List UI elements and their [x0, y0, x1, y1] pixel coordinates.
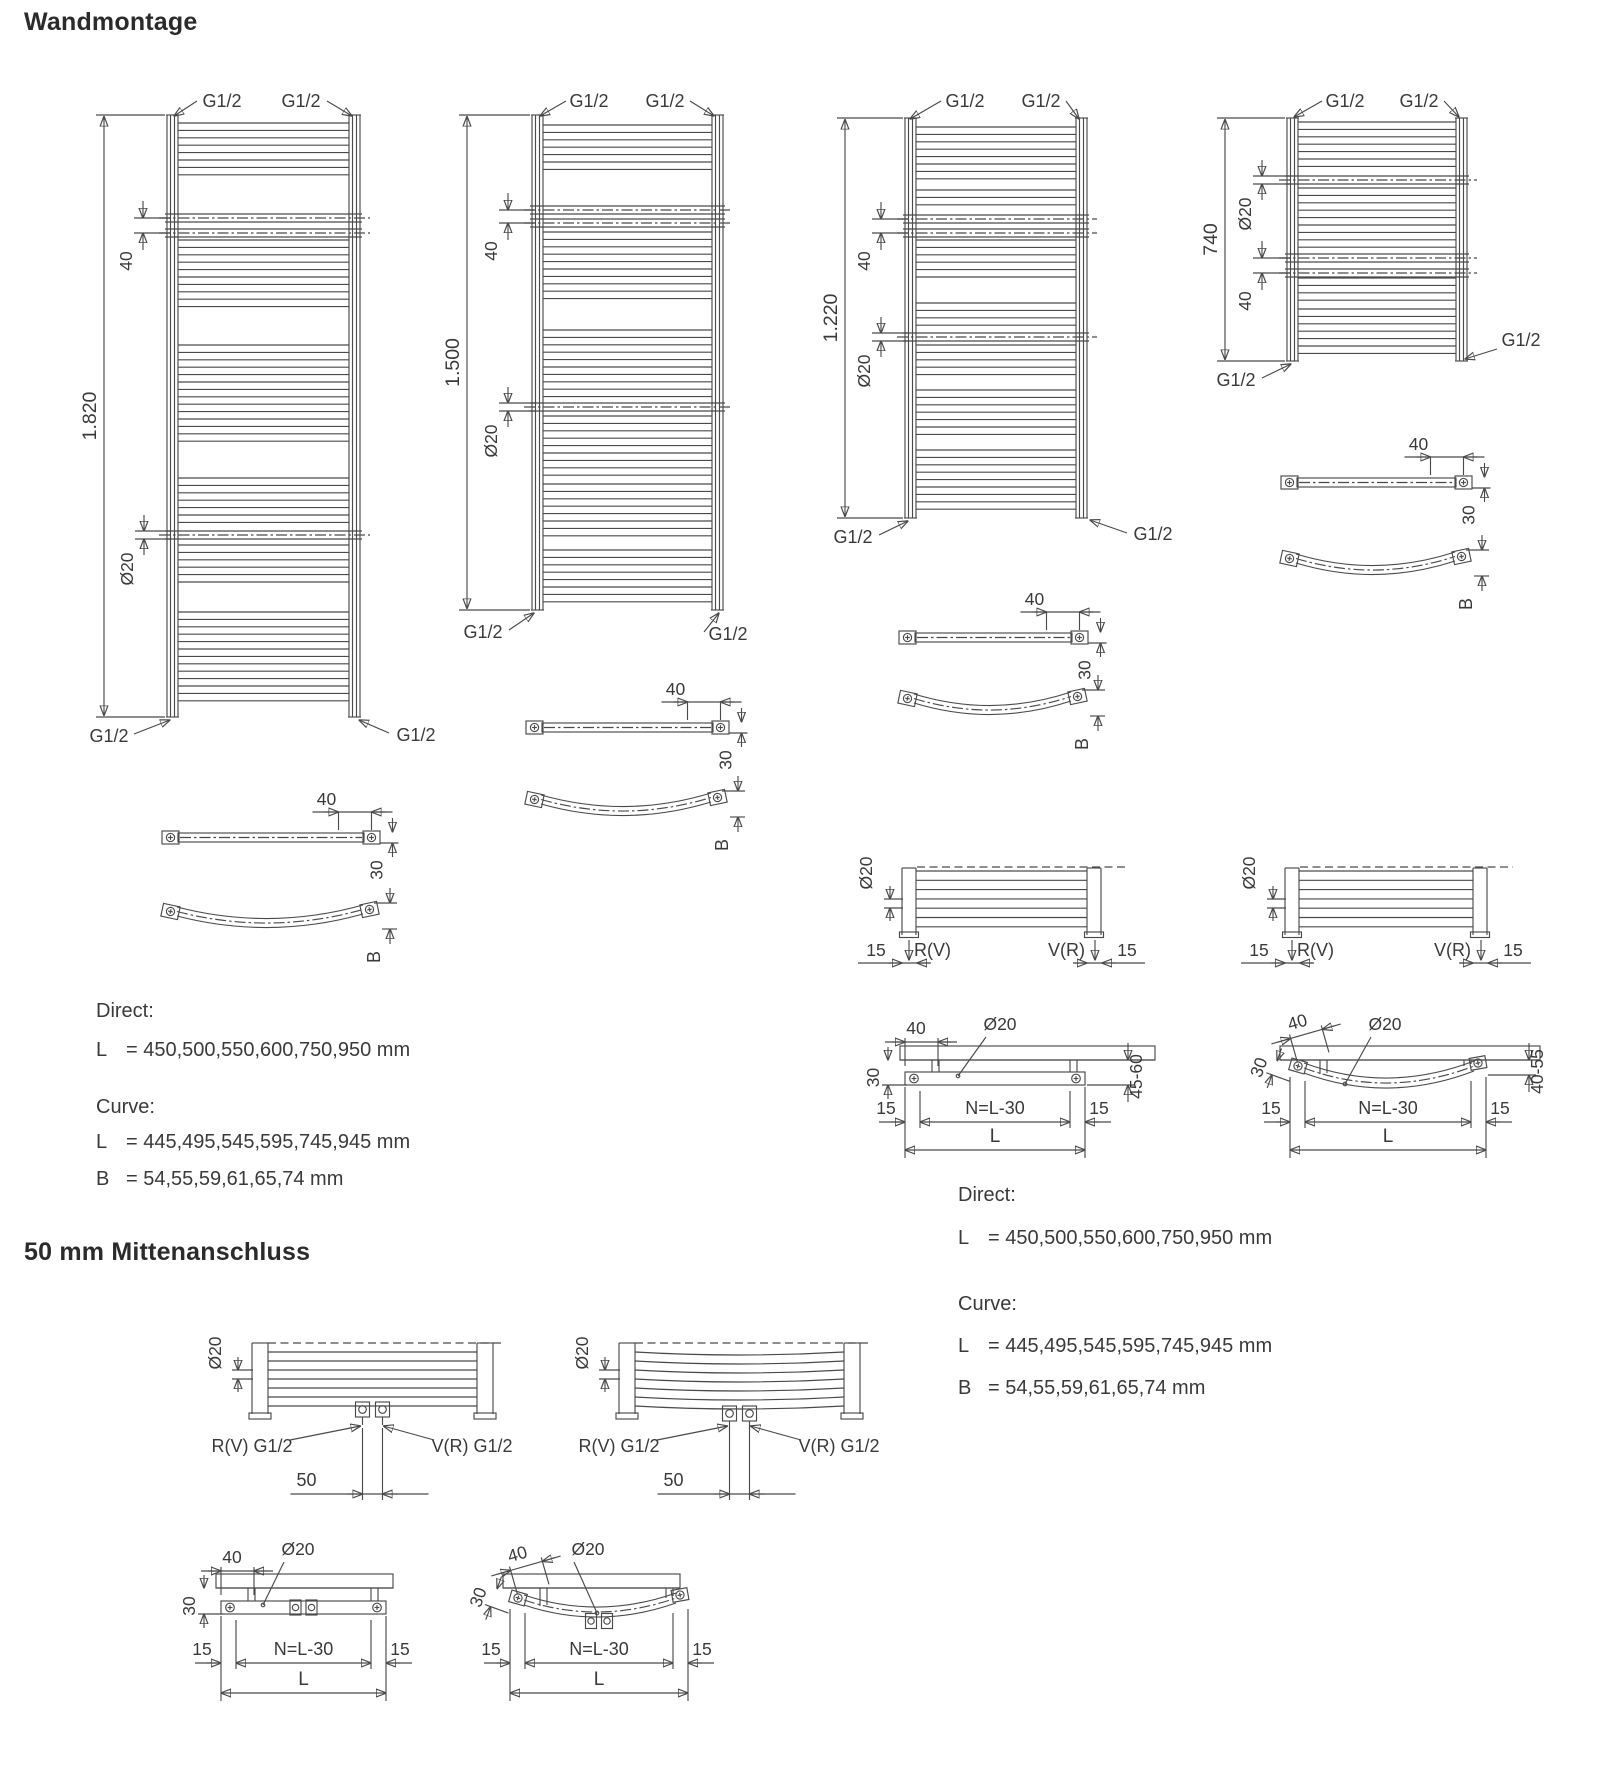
tilted-dim	[1244, 1040, 1300, 1095]
g-thread-label: G1/2	[1399, 91, 1439, 111]
leader-line	[657, 1426, 728, 1440]
valve-nut	[306, 1600, 317, 1615]
rail-top-view-straight	[526, 679, 748, 770]
spec-row-direct-l	[96, 1039, 410, 1062]
radiator-height-label: 1.500	[442, 338, 464, 387]
bracket-span-label: N=L-30	[569, 1639, 629, 1659]
wall-distance-label: 30	[1074, 660, 1095, 680]
radiator-height-label: 1.820	[79, 391, 101, 441]
valve-nut-port	[746, 1410, 754, 1418]
g-thread-label: G1/2	[463, 622, 503, 642]
tube-diameter-label: Ø20	[854, 354, 874, 388]
length-label: L	[1382, 1126, 1394, 1147]
tube-diameter-label: Ø20	[1368, 1014, 1402, 1034]
wall-hatch	[503, 1574, 680, 1588]
rail-top-view-straight	[162, 789, 399, 880]
bracket-offset-label: 40	[116, 251, 136, 271]
rail-top-view-curved	[1280, 535, 1489, 610]
rail	[635, 1406, 844, 1409]
valve-nut	[723, 1406, 737, 1421]
dim-arrow	[1277, 1049, 1281, 1061]
radiator-front-view	[79, 91, 436, 746]
wall-distance-label: 30	[863, 1067, 883, 1088]
end-margin-label: 15	[876, 1098, 896, 1118]
spec-value: = 54,55,59,61,65,74 mm	[988, 1377, 1206, 1399]
fitting-cross	[1289, 556, 1290, 561]
bracket-offset-label: 40	[1024, 589, 1045, 609]
curve-title: Curve:	[958, 1293, 1017, 1315]
valve-nut-port	[292, 1604, 298, 1610]
end-fitting	[509, 1590, 528, 1606]
bracket-span-label: N=L-30	[965, 1098, 1025, 1118]
bracket-offset-label: 40	[1408, 434, 1429, 454]
wall-range-label: 45-60	[1126, 1054, 1146, 1099]
spec-key: L	[958, 1227, 970, 1249]
bracket-offset-label: 40	[505, 1541, 530, 1567]
curve-title: Curve:	[96, 1096, 155, 1118]
g-thread-label: G1/2	[1216, 370, 1256, 390]
end-margin-label: 15	[481, 1639, 501, 1659]
tube-diameter-label: Ø20	[1235, 197, 1255, 231]
tube-diameter-label: Ø20	[281, 1539, 315, 1559]
valve-nut	[356, 1402, 370, 1417]
fitting-cross	[369, 907, 370, 912]
g-thread-label: G1/2	[569, 91, 609, 111]
fitting-cross	[717, 795, 718, 800]
valve-nut	[743, 1406, 757, 1421]
bracket-offset-label: 40	[906, 1018, 926, 1038]
length-label: L	[298, 1669, 309, 1690]
flow-return-thread-label: V(R) G1/2	[798, 1436, 880, 1456]
fitting-cross	[907, 696, 908, 701]
wall-hatch	[1280, 1046, 1540, 1060]
return-flow-label: R(V)	[1297, 940, 1334, 960]
wall-distance-label: 30	[715, 750, 736, 770]
end-fitting	[526, 721, 543, 734]
fitting-cross	[170, 909, 171, 914]
rail-top-view-curved	[898, 675, 1105, 750]
tube-diameter-label: Ø20	[1239, 856, 1259, 890]
flow-return-label: V(R)	[1048, 940, 1085, 960]
spec-row-curve-l	[958, 1335, 1272, 1358]
valve-nut-port	[359, 1406, 367, 1414]
center-spacing-label: 50	[296, 1470, 317, 1490]
tilted-dim	[485, 1533, 567, 1599]
leader-line	[751, 1426, 802, 1440]
tube-diameter-label: Ø20	[983, 1014, 1017, 1034]
leader-line	[263, 1562, 284, 1605]
g-thread-leader	[1090, 520, 1127, 533]
valve-nut-port	[604, 1618, 610, 1624]
leader-line	[290, 1426, 361, 1440]
bow-depth-label: B	[712, 838, 732, 852]
rail	[635, 1352, 844, 1355]
end-fitting	[899, 631, 916, 644]
bracket-offset-label: 40	[1235, 291, 1255, 311]
g-thread-leader	[1066, 101, 1079, 119]
section-title-wandmontage: Wandmontage	[24, 8, 198, 36]
valve-nut-port	[588, 1618, 594, 1624]
fitting-cross	[517, 1596, 518, 1601]
section-title-mittenanschluss: 50 mm Mittenanschluss	[24, 1238, 311, 1266]
fitting-cross	[680, 1593, 681, 1598]
end-fitting	[360, 901, 379, 917]
spec-key: B	[96, 1168, 110, 1190]
wall-distance-label: 30	[465, 1584, 491, 1610]
length-label: L	[989, 1126, 1001, 1147]
end-fitting	[1455, 476, 1472, 489]
radiator-height-label: 740	[1200, 223, 1222, 256]
flow-return-label: V(R)	[1434, 940, 1471, 960]
rail-side-view-curved	[1244, 1001, 1547, 1158]
tube-diameter-label: Ø20	[117, 552, 137, 586]
center-spacing-label: 50	[663, 1470, 684, 1490]
wall-distance-label: 30	[1458, 505, 1479, 525]
g-thread-leader	[1262, 364, 1291, 378]
spec-key: B	[958, 1377, 972, 1399]
end-margin-label: 15	[192, 1639, 212, 1659]
radiator-front-view	[820, 91, 1173, 547]
end-margin-label: 15	[1117, 940, 1137, 960]
fitting-cross	[1297, 1064, 1298, 1069]
g-thread-label: G1/2	[281, 91, 321, 111]
direct-title: Direct:	[96, 1000, 154, 1022]
spec-row-curve-b	[958, 1377, 1205, 1400]
tube-diameter-label: Ø20	[481, 424, 501, 458]
valve-nut-port	[308, 1604, 314, 1610]
radiator-front-view	[1200, 91, 1541, 390]
spec-value: = 450,500,550,600,750,950 mm	[988, 1227, 1273, 1249]
tube-diameter-label: Ø20	[571, 1539, 605, 1559]
return-flow-label: R(V)	[914, 940, 951, 960]
valve-nut	[602, 1614, 613, 1629]
valve-nut-port	[379, 1406, 387, 1414]
end-fitting	[712, 721, 729, 734]
return-flow-thread-label: R(V) G1/2	[211, 1436, 293, 1456]
rail-curve	[914, 701, 1071, 715]
spec-value: = 445,495,545,595,745,945 mm	[126, 1131, 411, 1153]
g-thread-label: G1/2	[1133, 524, 1173, 544]
end-fitting	[671, 1588, 689, 1603]
g-thread-leader	[509, 613, 534, 630]
rail	[635, 1397, 844, 1400]
rail-top-view-curved	[161, 888, 397, 963]
end-fitting	[1281, 476, 1298, 489]
spec-block-mittenanschluss	[958, 1184, 1338, 1399]
wall-distance-label: 30	[179, 1596, 199, 1616]
spec-block-wandmontage	[96, 1000, 476, 1210]
end-margin-label: 15	[1490, 1098, 1510, 1118]
g-thread-leader	[1444, 101, 1459, 117]
center-connection-plan-curved	[572, 1336, 880, 1500]
rail	[635, 1379, 844, 1382]
rail-side-view-straight	[179, 1539, 412, 1701]
fitting-cross	[534, 797, 535, 802]
bracket-span-label: N=L-30	[273, 1639, 334, 1659]
g-thread-leader	[910, 101, 941, 119]
dim-arrow	[497, 1577, 501, 1589]
end-fitting	[1469, 1056, 1487, 1071]
direct-title: Direct:	[958, 1184, 1016, 1206]
tilted-dim	[462, 1568, 519, 1626]
spec-key: L	[958, 1335, 970, 1357]
end-margin-label: 15	[1089, 1098, 1109, 1118]
wall-distance-label: 30	[366, 860, 387, 880]
g-thread-label: G1/2	[645, 91, 685, 111]
end-fitting	[1071, 631, 1088, 644]
bracket-offset-label: 40	[854, 251, 874, 271]
tilted-dim	[1265, 1001, 1347, 1067]
radiator-plan-view	[1239, 856, 1531, 963]
rail	[635, 1370, 844, 1373]
rail-bar	[221, 1601, 386, 1614]
end-margin-label: 15	[866, 940, 886, 960]
spec-row-curve-l	[96, 1131, 410, 1154]
end-margin-label: 15	[1249, 940, 1269, 960]
spec-row-curve-b	[96, 1168, 343, 1191]
radiator-height-label: 1.220	[820, 293, 842, 343]
rail-curve	[1304, 1071, 1474, 1088]
rail-side-view-curved	[462, 1533, 714, 1701]
dim-arrow	[542, 1558, 554, 1562]
tube-diameter-label: Ø20	[205, 1336, 225, 1370]
bracket-offset-label: 40	[222, 1547, 242, 1567]
spec-key: L	[96, 1131, 108, 1153]
rail-curve	[914, 692, 1071, 706]
rail-bar	[905, 1072, 1085, 1085]
g-thread-label: G1/2	[396, 725, 436, 745]
g-thread-label: G1/2	[1325, 91, 1365, 111]
leader-line	[958, 1037, 986, 1076]
center-connection-plan-straight	[205, 1336, 513, 1500]
bracket-span-label: N=L-30	[1358, 1098, 1418, 1118]
flow-return-thread-label: V(R) G1/2	[431, 1436, 513, 1456]
g-thread-leader	[359, 720, 389, 733]
g-thread-label: G1/2	[202, 91, 242, 111]
rail-side-view-straight	[863, 1014, 1155, 1158]
fitting-cross	[1478, 1061, 1479, 1066]
bracket-offset-label: 40	[665, 679, 686, 699]
wall-hatch	[216, 1574, 393, 1588]
valve-nut	[376, 1402, 390, 1417]
radiator-front-view	[442, 91, 748, 644]
bracket-offset-label: 40	[1285, 1009, 1310, 1035]
length-label: L	[593, 1669, 605, 1690]
dim-arrow	[486, 1607, 491, 1620]
g-thread-leader	[879, 521, 908, 535]
g-thread-label: G1/2	[1501, 330, 1541, 350]
tube-diameter-label: Ø20	[856, 856, 876, 890]
g-thread-leader	[1465, 349, 1497, 359]
bow-depth-label: B	[364, 950, 384, 964]
leader-line	[384, 1426, 435, 1440]
spec-value: = 54,55,59,61,65,74 mm	[126, 1168, 344, 1190]
spec-row-direct-l	[958, 1227, 1272, 1250]
spec-value: = 450,500,550,600,750,950 mm	[126, 1039, 411, 1061]
valve-nut	[290, 1600, 301, 1615]
rail	[635, 1388, 844, 1391]
dim-arrow	[1278, 1038, 1290, 1042]
wall-range-label: 40-55	[1527, 1049, 1547, 1094]
g-thread-leader	[540, 101, 566, 116]
end-margin-label: 15	[1261, 1098, 1281, 1118]
radiator-plan-view	[856, 856, 1145, 963]
rail-top-view-straight	[899, 589, 1107, 680]
valve-nut	[586, 1614, 597, 1629]
bracket-offset-label: 40	[316, 789, 337, 809]
g-thread-label: G1/2	[945, 91, 985, 111]
g-thread-leader	[1294, 101, 1322, 117]
bracket-offset-label: 40	[481, 241, 501, 261]
rail-top-view-straight	[1281, 434, 1491, 525]
g-thread-leader	[134, 720, 170, 734]
end-fitting	[363, 831, 380, 844]
spec-key: L	[96, 1039, 108, 1061]
dim-arrow	[1267, 1075, 1272, 1088]
bow-depth-label: B	[1456, 597, 1476, 611]
wall-distance-label: 30	[1246, 1054, 1272, 1080]
end-margin-label: 15	[390, 1639, 410, 1659]
rail	[635, 1361, 844, 1364]
end-margin-label: 15	[692, 1639, 712, 1659]
g-thread-leader	[174, 101, 197, 116]
g-thread-leader	[327, 101, 352, 116]
spec-value: = 445,495,545,595,745,945 mm	[988, 1335, 1273, 1357]
g-thread-label: G1/2	[89, 726, 129, 746]
bow-depth-label: B	[1072, 737, 1092, 751]
g-thread-label: G1/2	[833, 527, 873, 547]
valve-nut-port	[726, 1410, 734, 1418]
return-flow-thread-label: R(V) G1/2	[578, 1436, 660, 1456]
g-thread-label: G1/2	[1021, 91, 1061, 111]
end-fitting	[162, 831, 179, 844]
end-margin-label: 15	[1503, 940, 1523, 960]
g-thread-leader	[690, 101, 714, 116]
dim-arrow	[1322, 1026, 1334, 1030]
rail-top-view-curved	[525, 776, 745, 851]
g-thread-label: G1/2	[708, 624, 748, 644]
fitting-cross	[1077, 694, 1078, 699]
fitting-cross	[1461, 554, 1462, 559]
tube-diameter-label: Ø20	[572, 1336, 592, 1370]
